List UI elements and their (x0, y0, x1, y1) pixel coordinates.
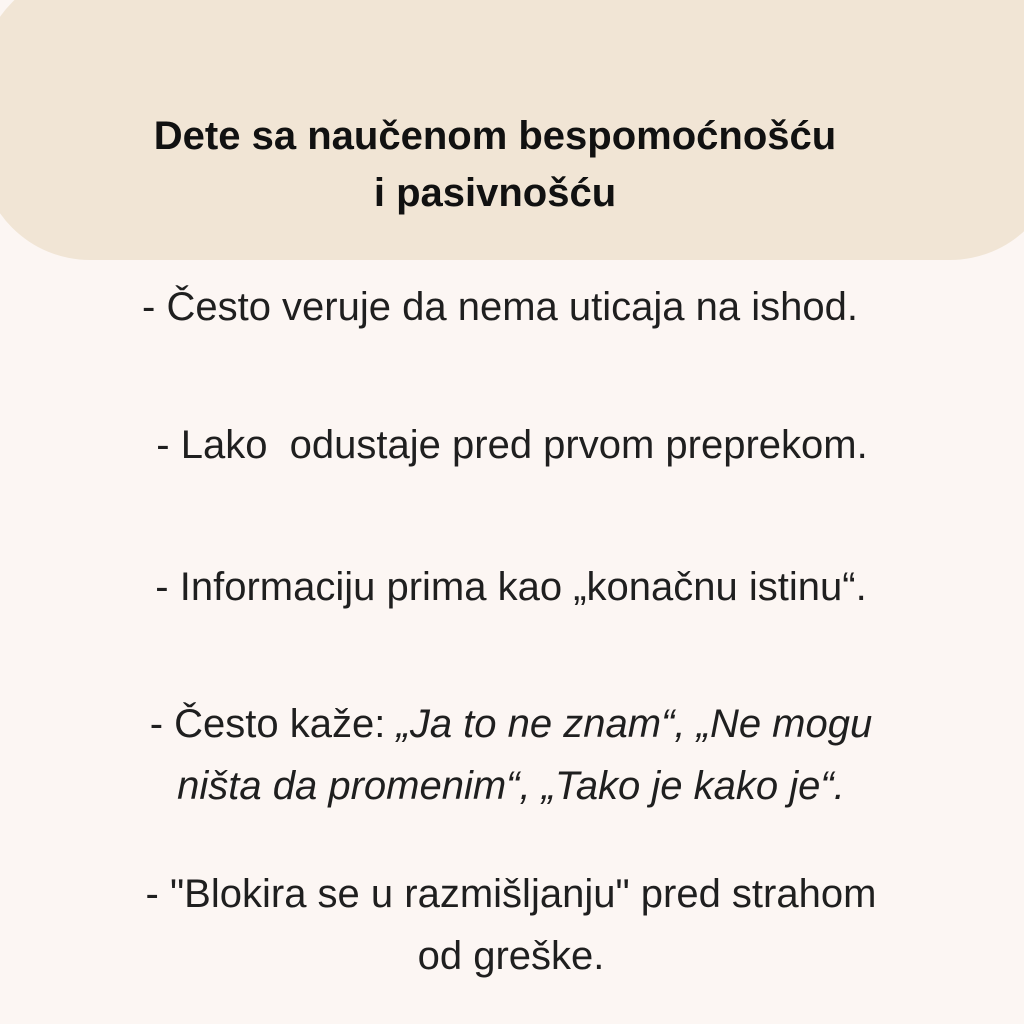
page-title-line-1: Dete sa naučenom bespomoćnošću (153, 114, 837, 158)
list-item-text: - Informaciju prima kao „konačnu istinu“. (155, 565, 867, 609)
list-item (0, 556, 1023, 618)
list-item-line-2 (0, 755, 1023, 817)
list-item-text: - Lako odustaje pred prvom preprekom. (156, 423, 868, 467)
list-item-line-2: od greške. (417, 934, 605, 978)
page-title (0, 108, 990, 222)
list-item (0, 414, 1024, 476)
list-item-line-1: - "Blokira se u razmišljanju" pred strahom (145, 872, 877, 916)
list-item-line-1 (0, 693, 1023, 755)
list-item (0, 693, 1023, 817)
list-item-text: - Često veruje da nema uticaja na ishod. (142, 285, 858, 329)
list-item (0, 276, 1012, 338)
list-item (0, 863, 1023, 987)
page-title-line-2: i pasivnošću (373, 171, 617, 215)
list-item-quote: ništa da promenim“, „Tako je kako je“. (177, 764, 845, 808)
list-item-quote: „Ja to ne znam“, „Ne mogu (396, 702, 873, 746)
list-item-prefix: - Često kaže: (149, 702, 397, 746)
